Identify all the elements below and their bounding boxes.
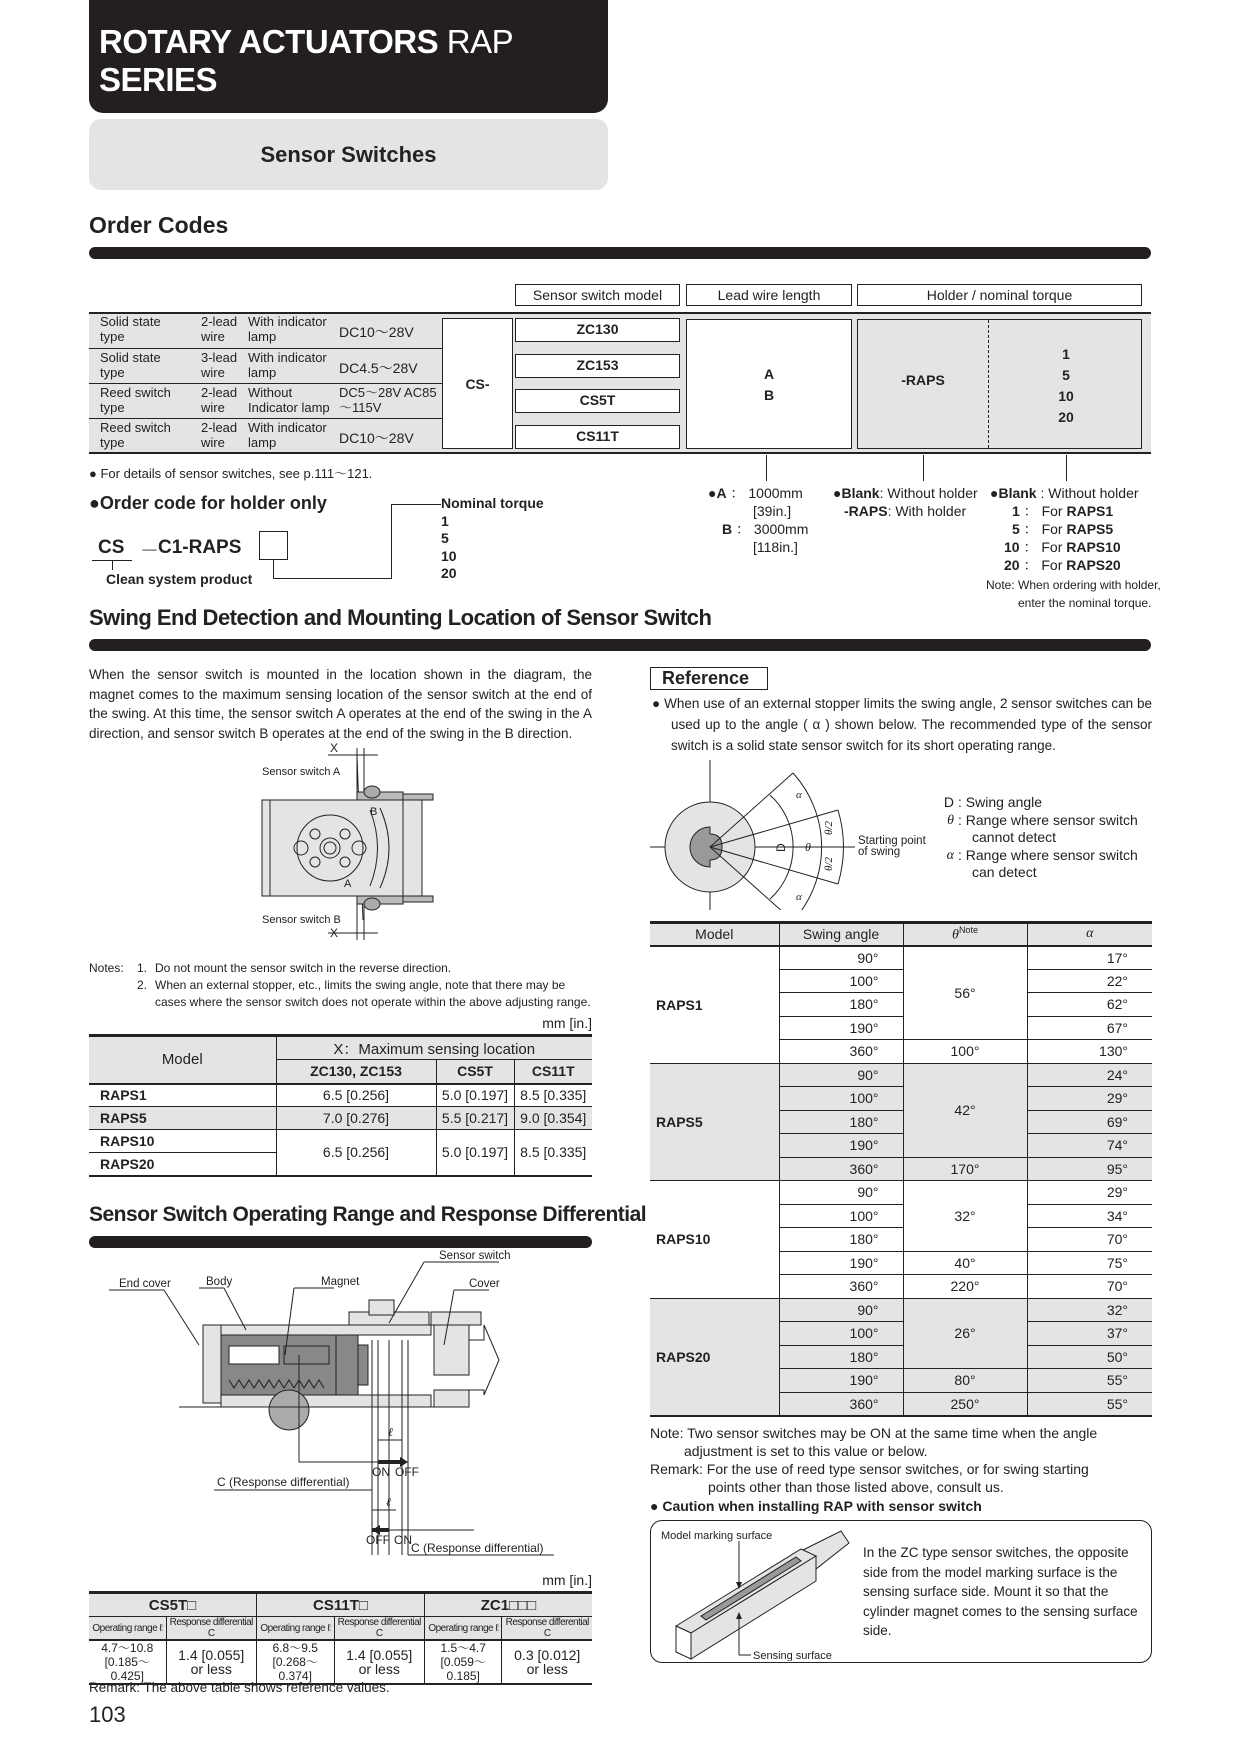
- cell: 100°: [779, 969, 903, 993]
- cell: 26°: [903, 1298, 1027, 1369]
- label-magnet: Magnet: [321, 1276, 360, 1288]
- cell: 100°: [903, 1040, 1027, 1064]
- divider: [89, 348, 444, 349]
- mounting-diagram: [220, 740, 480, 940]
- row-model: RAPS10: [89, 1130, 276, 1153]
- holder-only-heading: [89, 493, 327, 514]
- lead-code: A: [763, 366, 775, 382]
- group-header: CS5T□: [89, 1593, 256, 1617]
- legend-code: A: [716, 485, 727, 501]
- legend-value: : Without holder: [1036, 485, 1139, 501]
- torque-code: 1: [1062, 346, 1070, 362]
- col-header: CS5T: [436, 1060, 514, 1084]
- details-text: For details of sensor switches, see p.111～121.: [100, 466, 373, 481]
- legend-text: : Range where sensor switch cannot detect: [958, 811, 1138, 845]
- legend-value: 1000mm: [748, 485, 803, 501]
- cell: 40°: [903, 1251, 1027, 1275]
- group-header: ZC1□□□: [424, 1593, 592, 1617]
- leader-line: [923, 455, 924, 481]
- label-on: ON: [372, 1465, 390, 1479]
- cell: 190°: [779, 1369, 903, 1393]
- legend-code: B: [722, 521, 733, 537]
- cell: 69°: [1106, 1113, 1128, 1130]
- cell: 220°: [903, 1275, 1027, 1299]
- legend-inch: [118in.]: [753, 539, 798, 555]
- sub-header: Response differential C: [334, 1617, 424, 1641]
- svg-text:D: D: [774, 843, 788, 852]
- sub-header: Operating range ℓ: [424, 1617, 502, 1641]
- section-bar: [89, 639, 1151, 651]
- legend-sym: D: [943, 794, 954, 810]
- label-holder-torque: Holder / nominal torque: [857, 284, 1142, 306]
- cell: 180°: [779, 1345, 903, 1369]
- cell: 190°: [779, 1251, 903, 1275]
- legend-sym: θ: [947, 812, 954, 828]
- cell-line: [0.268～0.374]: [272, 1655, 318, 1683]
- cell: 29°: [1106, 1090, 1128, 1107]
- theta-symbol: θ: [952, 927, 959, 943]
- cell: 29°: [1106, 1184, 1128, 1201]
- caution-heading: [650, 1498, 982, 1514]
- cell-line: or less: [526, 1661, 568, 1677]
- label-on: ON: [394, 1533, 412, 1547]
- cell-line: 1.4 [0.055]: [178, 1647, 245, 1663]
- bullet-icon: [89, 466, 97, 481]
- lead-box: [686, 319, 852, 449]
- label-model-marking: Model marking surface: [661, 1530, 773, 1542]
- note-line: adjustment is set to this value or below.: [684, 1443, 928, 1459]
- divider: [89, 383, 444, 384]
- svg-text:α: α: [796, 891, 802, 903]
- row-model: RAPS1: [89, 1084, 276, 1107]
- unit-label: mm [in.]: [542, 1015, 592, 1031]
- sub-header: Response differential C: [166, 1617, 256, 1641]
- row-lead: 2-lead wire: [201, 385, 238, 415]
- sensor-switch-illustration: [651, 1521, 851, 1661]
- row-model: RAPS20: [650, 1298, 779, 1416]
- cell: 6.5 [0.256]: [276, 1084, 436, 1107]
- notes-label: Notes:: [89, 961, 124, 975]
- title-part: SERIES: [99, 61, 218, 98]
- model-box: CS11T: [515, 425, 680, 449]
- cell: 24°: [1106, 1066, 1128, 1083]
- divider: [89, 418, 444, 419]
- cell-line: 1.5～4.7: [440, 1641, 486, 1655]
- row-type: Reed switch type: [100, 420, 171, 450]
- cell: 250°: [903, 1392, 1027, 1416]
- sep: ：: [730, 485, 745, 501]
- cell: 42°: [903, 1063, 1027, 1157]
- table-row: [89, 1640, 592, 1684]
- remark-line: points other than those listed above, consult us.: [708, 1479, 1004, 1495]
- row-voltage: DC4.5～28V: [339, 360, 418, 376]
- cell-line: or less: [358, 1661, 400, 1677]
- cell-line: [0.059～0.185]: [440, 1655, 486, 1683]
- torque-code: 20: [1058, 409, 1074, 425]
- legend-code: 10: [1004, 539, 1020, 555]
- heading-text: Order code for holder only: [99, 493, 327, 513]
- page-title: [99, 23, 608, 99]
- label-switch-a: Sensor switch A: [262, 766, 341, 778]
- legend-text: : Swing angle: [958, 794, 1043, 810]
- leader-line: [391, 504, 392, 579]
- col-header: CS11T: [514, 1060, 592, 1084]
- table-row: [89, 1084, 592, 1107]
- col-header: X：Maximum sensing location: [276, 1036, 592, 1060]
- cell: 180°: [779, 1110, 903, 1134]
- legend-code: 5: [1012, 521, 1020, 537]
- label-start-point: of swing: [858, 846, 901, 858]
- cell: 37°: [1106, 1325, 1128, 1342]
- holder-code: -RAPS: [901, 372, 945, 388]
- legend-sym: α: [946, 847, 954, 863]
- row-model: RAPS1: [650, 946, 779, 1064]
- torque-code: 5: [1062, 367, 1070, 383]
- cell: 5.0 [0.197]: [436, 1130, 514, 1176]
- label-dir-a: A: [344, 878, 352, 890]
- model-box: ZC130: [515, 318, 680, 342]
- cell: 360°: [779, 1392, 903, 1416]
- holder-legend: [833, 484, 978, 520]
- svg-text:θ/2: θ/2: [823, 857, 835, 871]
- cell: 32°: [1106, 1301, 1128, 1318]
- legend-model: RAPS20: [1066, 557, 1121, 573]
- reference-text: [652, 693, 1152, 756]
- cell: 32°: [903, 1181, 1027, 1252]
- swing-notes: [89, 960, 592, 1011]
- swing-angle-table: [650, 921, 1152, 1417]
- nominal-torque-list: [441, 495, 544, 583]
- cell: 90°: [779, 946, 903, 970]
- label-sensor-switch: Sensor switch: [439, 1250, 511, 1262]
- title-series: RAP: [446, 23, 514, 60]
- cell: 90°: [779, 1063, 903, 1087]
- svg-text:θ: θ: [805, 840, 811, 854]
- cell-line: 1.4 [0.055]: [346, 1647, 413, 1663]
- legend-text: : Range where sensor switch can detect: [958, 846, 1138, 880]
- cell: 22°: [1106, 972, 1128, 989]
- cell: 7.0 [0.276]: [276, 1107, 436, 1130]
- cell: 90°: [779, 1181, 903, 1205]
- cell: 190°: [779, 1134, 903, 1158]
- bullet-icon: [89, 493, 100, 513]
- row-type: Reed switch type: [100, 385, 171, 415]
- cell: 55°: [1106, 1395, 1128, 1412]
- row-type: Solid state type: [100, 350, 161, 380]
- note-num: 2.: [137, 978, 148, 992]
- cell: 190°: [779, 1016, 903, 1040]
- col-header-theta: [903, 923, 1027, 946]
- label-off: OFF: [366, 1533, 390, 1547]
- legend-code: -RAPS: [844, 503, 888, 519]
- label-switch-b: Sensor switch B: [262, 914, 341, 926]
- torque-value: 20: [441, 565, 457, 581]
- svg-text:θ/2: θ/2: [823, 821, 835, 835]
- label-body: Body: [206, 1276, 233, 1288]
- torque-value: 5: [441, 530, 449, 546]
- sensing-location-table: [89, 1034, 592, 1177]
- page-number: 103: [89, 1702, 126, 1727]
- unit-label: mm [in.]: [542, 1572, 592, 1588]
- note-num: 1.: [137, 961, 148, 975]
- cell: 17°: [1106, 949, 1128, 966]
- reference-label: Reference: [650, 667, 768, 690]
- row-type: Solid state type: [100, 314, 161, 344]
- cell: 70°: [1106, 1231, 1128, 1248]
- label-sensor-switch-model: Sensor switch model: [515, 284, 680, 306]
- cell: 360°: [779, 1157, 903, 1181]
- reference-paragraph: When use of an external stopper limits the swing angle, 2 sensor switches can be used up to the angle ( α ) shown below. The recommended type of the sensor switch is a solid state sensor switch for its short operating range.: [664, 696, 1152, 753]
- note-text: When an external stopper, etc., limits the swing angle, note that there may be cases where the sensor switch does not operate within the above adjusting range.: [155, 978, 591, 1009]
- cell: 100°: [779, 1322, 903, 1346]
- cell: 70°: [1106, 1278, 1128, 1295]
- row-lamp: With indicator lamp: [248, 350, 327, 380]
- row-lamp: Without Indicator lamp: [248, 385, 330, 415]
- row-model: RAPS10: [650, 1181, 779, 1299]
- cell: 34°: [1106, 1207, 1128, 1224]
- operating-range-diagram: [89, 1250, 592, 1570]
- row-model: RAPS5: [89, 1107, 276, 1130]
- table-row: [89, 1107, 592, 1130]
- label-x: X: [330, 926, 339, 940]
- legend-value: : Without holder: [879, 485, 978, 501]
- legend-value: : With holder: [887, 503, 967, 519]
- cell: 67°: [1106, 1019, 1128, 1036]
- torque-value: 1: [441, 512, 449, 529]
- torque-code: 10: [1058, 388, 1074, 404]
- row-voltage: DC10～28V: [339, 324, 414, 340]
- sep: ：: [736, 521, 751, 537]
- lead-legend: [708, 484, 808, 556]
- cell-line: 0.3 [0.012]: [514, 1647, 581, 1663]
- leader-line: [273, 578, 391, 579]
- cell-line: [0.185～0.425]: [104, 1655, 150, 1683]
- swing-end-heading: Swing End Detection and Mounting Location of Sensor Switch: [89, 605, 712, 630]
- lead-code: B: [763, 387, 775, 403]
- table-row: [89, 1130, 592, 1153]
- col-header: ZC130, ZC153: [276, 1060, 436, 1084]
- torque-note: Note: When ordering with holder,: [986, 578, 1161, 592]
- cell-line: 4.7～10.8: [101, 1641, 154, 1655]
- section-bar: [89, 247, 1151, 259]
- bullet-icon: [652, 696, 660, 711]
- row-model: RAPS5: [650, 1063, 779, 1181]
- svg-text:α: α: [796, 789, 802, 801]
- legend-code: 1: [1012, 503, 1020, 519]
- swing-legend: [940, 794, 1155, 882]
- cell: 74°: [1106, 1137, 1128, 1154]
- note-text: Do not mount the sensor switch in the reverse direction.: [155, 961, 452, 975]
- label-lead-wire-length: Lead wire length: [686, 284, 852, 306]
- caution-heading-text: Caution when installing RAP with sensor switch: [662, 1498, 982, 1514]
- torque-note: enter the nominal torque.: [1018, 596, 1152, 610]
- cell: 95°: [1106, 1160, 1128, 1177]
- details-note: [89, 463, 372, 482]
- note-line: Note: Two sensor switches may be ON at the same time when the angle: [650, 1425, 1098, 1441]
- holder-dash: －: [140, 541, 160, 562]
- cell: 100°: [779, 1204, 903, 1228]
- cell: 62°: [1106, 996, 1128, 1013]
- title-block: [89, 0, 608, 113]
- torque-codes: [989, 344, 1143, 428]
- label-x: X: [330, 741, 339, 755]
- label-l: ℓ: [386, 1495, 391, 1509]
- remark-line: Remark: For the use of reed type sensor switches, or for swing starting: [650, 1461, 1089, 1477]
- legend-code: 20: [1004, 557, 1020, 573]
- label-c-response: C (Response differential): [411, 1541, 544, 1555]
- cell: 6.5 [0.256]: [276, 1130, 436, 1176]
- cell: 80°: [903, 1369, 1027, 1393]
- table-row: [650, 946, 1152, 970]
- torque-slot-box: [259, 531, 288, 560]
- leader-line: [766, 455, 767, 481]
- prefix-box: CS-: [442, 318, 513, 449]
- label-start-point: Starting point: [858, 835, 926, 847]
- legend-code: Blank: [998, 485, 1037, 501]
- reference-notes: [650, 1424, 1152, 1496]
- row-model: RAPS20: [89, 1153, 276, 1176]
- cell: 55°: [1106, 1372, 1128, 1389]
- cell: 130°: [1099, 1043, 1128, 1060]
- swing-end-paragraph: When the sensor switch is mounted in the location shown in the diagram, the magnet comes to the maximum sensing location of the sensor switch at the end of the swing. At this time, the sensor switch A operates at the end of the swing in the A direction, and sensor switch B operates at the end of the swing in the B direction.: [89, 667, 592, 741]
- remark: Remark: The above table shows reference values.: [89, 1680, 390, 1695]
- table-row: [650, 1181, 1152, 1205]
- col-header: α: [1027, 923, 1152, 946]
- operating-range-table: [89, 1591, 592, 1685]
- table-row: [650, 1063, 1152, 1087]
- label-l: ℓ: [388, 1425, 393, 1439]
- legend-prefix: For: [1041, 521, 1067, 537]
- col-header: Swing angle: [779, 923, 903, 946]
- legend-inch: [39in.]: [753, 503, 792, 519]
- row-lamp: With indicator lamp: [248, 314, 327, 344]
- section-bar: [89, 1236, 592, 1248]
- cell: 360°: [779, 1275, 903, 1299]
- label-cover: Cover: [469, 1278, 500, 1290]
- cell: 180°: [779, 1228, 903, 1252]
- torque-value: 10: [441, 547, 457, 564]
- leader-line: [112, 560, 113, 570]
- legend-value: 3000mm: [753, 521, 809, 537]
- cell: 9.0 [0.354]: [520, 1110, 587, 1126]
- holder-code: C1-RAPS: [158, 537, 242, 558]
- leader-line: [1066, 455, 1067, 481]
- leader-line: [273, 560, 274, 578]
- swing-angle-diagram: [650, 760, 940, 910]
- group-header: CS11T□: [256, 1593, 424, 1617]
- cell: 75°: [1106, 1254, 1128, 1271]
- table-row: [650, 1298, 1152, 1322]
- cell: 5.0 [0.197]: [436, 1084, 514, 1107]
- torque-heading: Nominal torque: [441, 495, 544, 511]
- cell: 180°: [779, 993, 903, 1017]
- legend-model: RAPS5: [1066, 521, 1114, 537]
- sub-header: Operating range ℓ: [256, 1617, 334, 1641]
- cell: 5.5 [0.217]: [436, 1107, 514, 1130]
- legend-model: RAPS10: [1066, 539, 1121, 555]
- holder-box: [857, 319, 1142, 449]
- model-box: CS5T: [515, 389, 680, 413]
- label-dir-b: B: [370, 806, 378, 818]
- legend-prefix: For: [1041, 557, 1067, 573]
- row-lead: 3-lead wire: [201, 350, 238, 380]
- row-voltage: DC10～28V: [339, 430, 414, 446]
- cell: 100°: [779, 1087, 903, 1111]
- leader-line: [391, 504, 441, 505]
- cell: 90°: [779, 1298, 903, 1322]
- label-end-cover: End cover: [119, 1278, 171, 1290]
- torque-legend: ● Blank : Without holder 1 ： For RAPS1 5 ： For RAPS5 10 ： For RAPS10 20 ： For RAPS20 Note: When ordering with holder, enter the nominal torque.: [990, 484, 1161, 612]
- model-box: ZC153: [515, 354, 680, 378]
- row-voltage: DC5～28V AC85～115V: [339, 385, 437, 415]
- col-header: Model: [89, 1036, 276, 1084]
- cell: 170°: [903, 1157, 1027, 1181]
- subtitle: Sensor Switches: [89, 119, 608, 190]
- row-lamp: With indicator lamp: [248, 420, 327, 450]
- row-lead: 2-lead wire: [201, 420, 238, 450]
- sub-header: Operating range ℓ: [89, 1617, 166, 1641]
- clean-label: Clean system product: [106, 571, 253, 587]
- caution-text: In the ZC type sensor switches, the opposite side from the model marking surface is the sensing surface side. Mount it so that the cylinder magnet comes to the sensing surface side.: [863, 1545, 1138, 1638]
- cell: 8.5 [0.335]: [520, 1144, 587, 1161]
- legend-prefix: For: [1041, 503, 1067, 519]
- sub-header: Response differential C: [502, 1617, 592, 1641]
- legend-code: Blank: [841, 485, 880, 501]
- order-codes-heading: Order Codes: [89, 212, 229, 238]
- col-header: Model: [650, 923, 779, 946]
- row-lead: 2-lead wire: [201, 314, 238, 344]
- cell-line: 6.8～9.5: [272, 1641, 318, 1655]
- theta-note: Note: [958, 924, 978, 935]
- label-sensing-surface: Sensing surface: [753, 1650, 832, 1661]
- label-off: OFF: [395, 1465, 419, 1479]
- title-part: ROTARY ACTUATORS: [99, 23, 439, 60]
- bullet-icon: [650, 1498, 658, 1514]
- legend-model: RAPS1: [1066, 503, 1114, 519]
- caution-box: [650, 1520, 1152, 1663]
- cell-line: or less: [190, 1661, 232, 1677]
- legend-prefix: For: [1041, 539, 1067, 555]
- holder-cs: CS: [98, 537, 125, 558]
- operating-range-heading: Sensor Switch Operating Range and Response Differential: [89, 1203, 647, 1226]
- cell: 50°: [1106, 1348, 1128, 1365]
- cell: 360°: [779, 1040, 903, 1064]
- cell: 8.5 [0.335]: [520, 1087, 587, 1104]
- label-c-response: C (Response differential): [217, 1475, 350, 1489]
- cell: 56°: [903, 946, 1027, 1040]
